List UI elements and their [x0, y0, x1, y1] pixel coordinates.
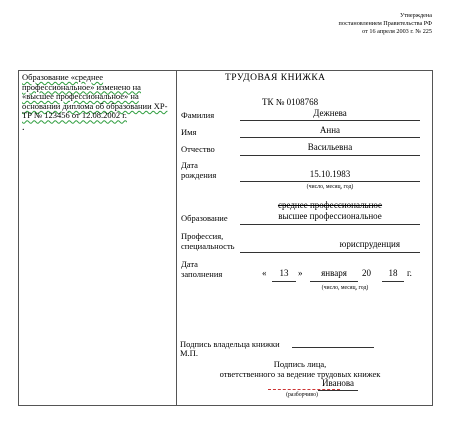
correction-note-text: Образование «среднее профессиональное» изменено на «высшее профессиональное» на основании диплома об образовании ХР-ТР № 123456 от 12.08.2002 г.	[22, 72, 168, 121]
tk-number: ТК № 0108768	[262, 97, 319, 107]
profession-value: юриспруденция	[339, 239, 400, 249]
surname-line	[240, 120, 420, 121]
fill-year: 18	[388, 268, 398, 278]
fill-month-line	[310, 281, 358, 282]
patronymic-line	[240, 155, 420, 156]
patronymic-label: Отчество	[181, 144, 215, 154]
name-value: Анна	[319, 125, 341, 135]
column-divider	[176, 70, 177, 405]
fill-label-1: Дата	[181, 259, 198, 269]
dob-label-2: рождения	[181, 170, 217, 180]
education-new: высшее профессиональное	[278, 211, 382, 221]
profession-label-2: специальность	[181, 241, 235, 251]
name-line	[240, 137, 420, 138]
document-title: ТРУДОВАЯ КНИЖКА	[225, 73, 326, 83]
approval-stamp	[339, 12, 432, 36]
dob-line	[240, 181, 420, 182]
name-label: Имя	[181, 127, 197, 137]
owner-signature-label: Подпись владельца книжки	[180, 339, 280, 349]
patronymic-value: Васильевна	[307, 142, 353, 152]
fill-century: 20	[362, 268, 371, 278]
education-old: среднее профессиональное	[277, 200, 383, 210]
fill-day-line	[272, 281, 296, 282]
profession-label-1: Профессия,	[181, 231, 224, 241]
fill-month: января	[321, 268, 347, 278]
correction-note	[22, 73, 172, 121]
dob-label-1: Дата	[181, 160, 198, 170]
mp-label: М.П.	[180, 348, 198, 358]
approval-line-3: от 16 апреля 2003 г. № 225	[362, 28, 432, 35]
resp-hint: (разборчиво)	[286, 392, 318, 398]
education-line	[240, 224, 420, 225]
dob-value: 15.10.1983	[309, 169, 351, 179]
approval-line-2: постановлением Правительства РФ	[338, 20, 432, 27]
fill-label-2: заполнения	[181, 269, 223, 279]
resp-name: Иванова	[321, 378, 355, 388]
surname-value: Дежнева	[313, 108, 347, 118]
dob-hint: (число, месяц, год)	[306, 184, 354, 190]
fill-hint: (число, месяц, год)	[321, 285, 369, 291]
resp-line-1: Подпись лица,	[273, 359, 327, 369]
education-label: Образование	[181, 213, 228, 223]
fill-day: 13	[279, 268, 289, 278]
fill-quote-close: »	[298, 268, 303, 278]
owner-signature-line	[292, 347, 374, 348]
fill-year-line	[382, 281, 404, 282]
surname-label: Фамилия	[181, 110, 215, 120]
approval-line-1: Утверждена	[399, 12, 432, 19]
note-dot: .	[22, 122, 25, 133]
profession-line	[240, 252, 420, 253]
fill-quote-open: «	[262, 268, 267, 278]
resp-name-line	[318, 390, 358, 391]
fill-g: г.	[407, 268, 412, 278]
resp-line-2: ответственного за ведение трудовых книжек	[219, 369, 381, 379]
